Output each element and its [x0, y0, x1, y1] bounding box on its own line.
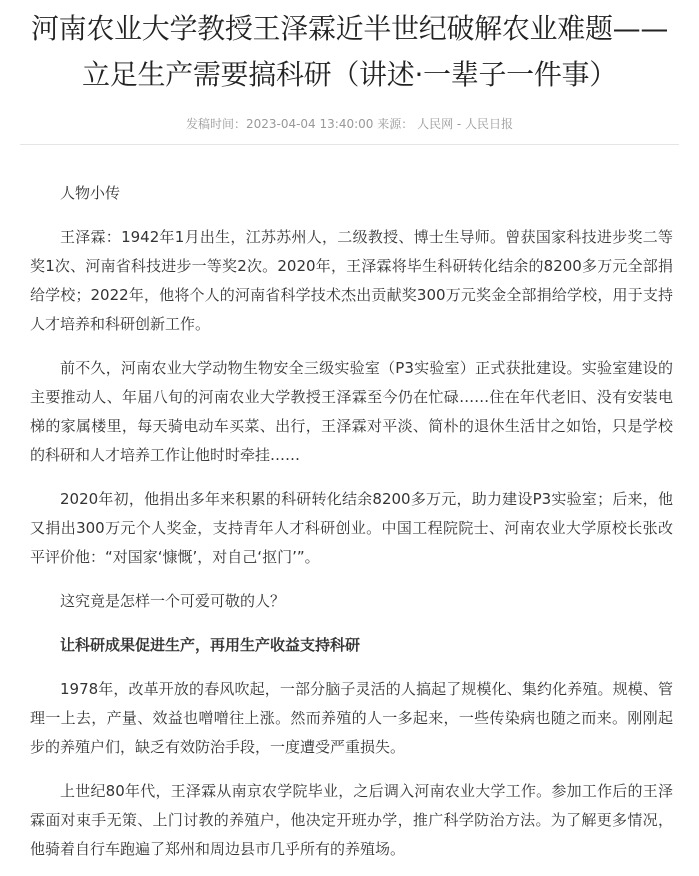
section-heading: 让科研成果促进生产，再用生产收益支持科研	[60, 636, 361, 654]
publish-datetime: 2023-04-04 13:40:00	[245, 117, 374, 131]
paragraph-donation: 2020年初，他捐出多年来积累的科研转化结余8200多万元，助力建设P3实验室；后来，他又捐出300万元个人奖金，支持青年人才科研创业。中国工程院院士、河南农业大学原校长张改平评价他：“对国家‘慷慨’，对自己‘抠门’”。	[30, 490, 673, 566]
article-title-line-2: 立足生产需要搞科研（讲述·一辈子一件事）	[82, 58, 617, 91]
paragraph-lab: 前不久，河南农业大学动物生物安全三级实验室（P3实验室）正式获批建设。实验室建设的主要推动人、年届八旬的河南农业大学教授王泽霖至今仍在忙碌……住在年代老旧、没有安装电梯的家属楼里，每天骑电动车买菜、出行，王泽霖对平淡、简朴的退休生活甘之如饴，只是学校的科研和人才培养工作让他时时牵挂……	[30, 359, 673, 464]
article-body	[0, 179, 699, 864]
publish-label: 发稿时间：	[185, 117, 246, 131]
article-title	[0, 0, 699, 98]
paragraph-profile: 王泽霖：1942年1月出生，江苏苏州人，二级教授、博士生导师。曾获国家科技进步奖二等奖1次、河南省科技进步一等奖2次。2020年，王泽霖将毕生科研转化结余的8200多万元全部捐给学校；2022年，他将个人的河南省科学技术杰出贡献奖300万元奖金全部捐给学校，用于支持人才培养和科研创新工作。	[30, 228, 673, 333]
source-name: 人民网 - 人民日报	[417, 117, 514, 131]
article-meta	[0, 116, 699, 132]
paragraph-1980s: 上世纪80年代，王泽霖从南京农学院毕业，之后调入河南农业大学工作。参加工作后的王泽霖面对束手无策、上门讨教的养殖户，他决定开班办学，推广科学防治方法。为了解更多情况，他骑着自行车跑遍了郑州和周边县市几乎所有的养殖场。	[30, 782, 673, 858]
paragraph-1978: 1978年，改革开放的春风吹起，一部分脑子灵活的人搞起了规模化、集约化养殖。规模、管理一上去，产量、效益也噌噌往上涨。然而养殖的人一多起来，一些传染病也随之而来。刚刚起步的养殖户们，缺乏有效防治手段，一度遭受严重损失。	[30, 680, 673, 756]
article-title-line-1: 河南农业大学教授王泽霖近半世纪破解农业难题——	[30, 12, 669, 45]
header-divider	[20, 144, 679, 145]
source-label: 来源：	[377, 117, 414, 131]
paragraph-question: 这究竟是怎样一个可爱可敬的人？	[60, 592, 286, 610]
paragraph-profile-heading: 人物小传	[60, 184, 121, 202]
